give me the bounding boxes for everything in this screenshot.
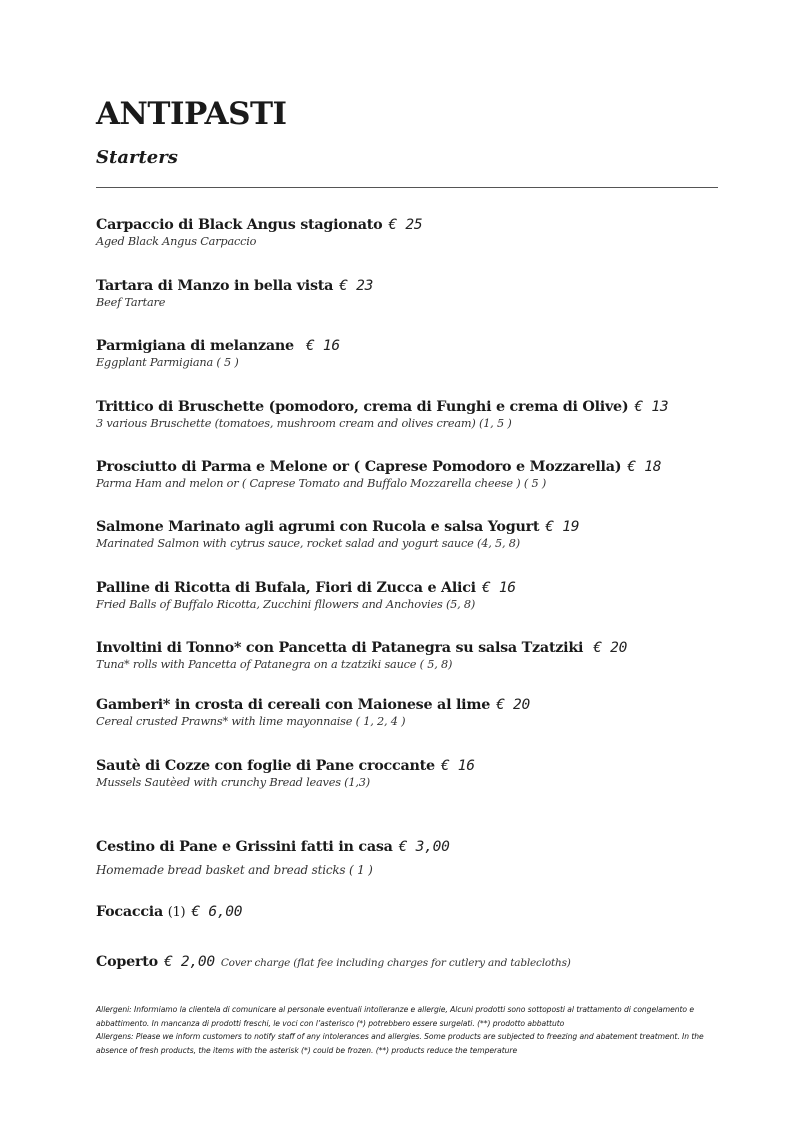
item-description: Marinated Salmon with cytrus sauce, rocket salad and yogurt sauce (4, 5, 8)	[96, 537, 520, 550]
allergen-notice-english: Allergens: Please we inform customers to notify staff of any intolerances and allergies. Some products are subjected to freezing and abatement treatment. In the absence of fresh products, the items with the asterisk (*) could be frozen. (**) products reduce the temperature	[96, 1032, 704, 1055]
item-description: Parma Ham and melon or ( Caprese Tomato and Buffalo Mozzarella cheese ) ( 5 )	[96, 477, 547, 490]
menu-item	[96, 277, 736, 311]
menu-item	[96, 216, 736, 250]
item-name: Gamberi* in crosta di cereali con Maionese al lime	[96, 697, 491, 713]
page-title: ANTIPASTI	[96, 96, 287, 132]
item-name: Carpaccio di Black Angus stagionato	[96, 217, 383, 233]
menu-item	[96, 757, 736, 791]
menu-item	[96, 337, 736, 371]
item-price: € 16	[440, 758, 475, 774]
menu-item	[96, 518, 736, 552]
item-description: Eggplant Parmigiana ( 5 )	[96, 356, 239, 369]
item-name: Sautè di Cozze con foglie di Pane croccante	[96, 758, 435, 774]
item-price: € 2,00	[163, 954, 215, 970]
allergen-notice-italian: Allergeni: Informiamo la clientela di comunicare al personale eventuali intolleranze e allergie, Alcuni prodotti sono sottoposti al trattamento di congelamento e abbattimento. In mancanza di prodotti freschi, le voci con l’asterisco (*) potrebbero essere surgelati. (**) prodotto abbattuto	[96, 1005, 694, 1028]
item-price: € 20	[496, 697, 530, 713]
item-name: Cestino di Pane e Grissini fatti in casa	[96, 839, 393, 855]
item-price: € 23	[339, 278, 374, 294]
item-name: Coperto	[96, 954, 158, 970]
item-description: Beef Tartare	[96, 296, 166, 309]
item-price: € 6,00	[191, 904, 243, 920]
item-description: Cereal crusted Prawns* with lime mayonnaise ( 1, 2, 4 )	[96, 715, 406, 728]
item-price: € 16	[305, 338, 340, 354]
focaccia-item	[96, 903, 736, 922]
item-price: € 19	[545, 519, 580, 535]
item-description: 3 various Bruschette (tomatoes, mushroom cream and olives cream) (1, 5 )	[96, 417, 512, 430]
divider	[96, 187, 718, 188]
item-price: € 13	[634, 399, 669, 415]
item-price: € 3,00	[398, 839, 450, 855]
item-description: Tuna* rolls with Pancetta of Patanegra on a tzatziki sauce ( 5, 8)	[96, 658, 453, 671]
menu-item	[96, 639, 736, 673]
item-price: € 20	[593, 640, 628, 656]
page-subtitle: Starters	[96, 147, 178, 168]
item-name: Tartara di Manzo in bella vista	[96, 278, 334, 294]
menu-item	[96, 458, 736, 492]
item-description: Cover charge (flat fee including charges for cutlery and tablecloths)	[220, 957, 571, 969]
item-price: € 16	[481, 580, 516, 596]
allergen-note: (1)	[167, 905, 186, 920]
item-description: Aged Black Angus Carpaccio	[96, 235, 257, 248]
menu-item	[96, 398, 736, 432]
item-name: Salmone Marinato agli agrumi con Rucola e salsa Yogurt	[96, 519, 540, 535]
item-name: Involtini di Tonno* con Pancetta di Patanegra su salsa Tzatziki	[96, 640, 584, 656]
allergen-notice	[96, 1003, 726, 1057]
bread-basket-item	[96, 838, 736, 878]
item-description: Homemade bread basket and bread sticks ( 1 )	[96, 863, 373, 877]
item-price: € 18	[627, 459, 662, 475]
item-name: Palline di Ricotta di Bufala, Fiori di Zucca e Alici	[96, 580, 476, 596]
cover-charge-item	[96, 953, 736, 972]
menu-item	[96, 696, 736, 730]
item-name: Prosciutto di Parma e Melone or ( Caprese Pomodoro e Mozzarella)	[96, 459, 622, 475]
item-name: Parmigiana di melanzane	[96, 338, 294, 354]
item-name: Focaccia	[96, 904, 163, 920]
menu-item	[96, 579, 736, 613]
item-price: € 25	[388, 217, 423, 233]
item-description: Mussels Sautèed with crunchy Bread leaves (1,3)	[96, 776, 370, 789]
item-description: Fried Balls of Buffalo Ricotta, Zucchini fllowers and Anchovies (5, 8)	[96, 598, 476, 611]
item-name: Trittico di Bruschette (pomodoro, crema di Funghi e crema di Olive)	[96, 399, 629, 415]
